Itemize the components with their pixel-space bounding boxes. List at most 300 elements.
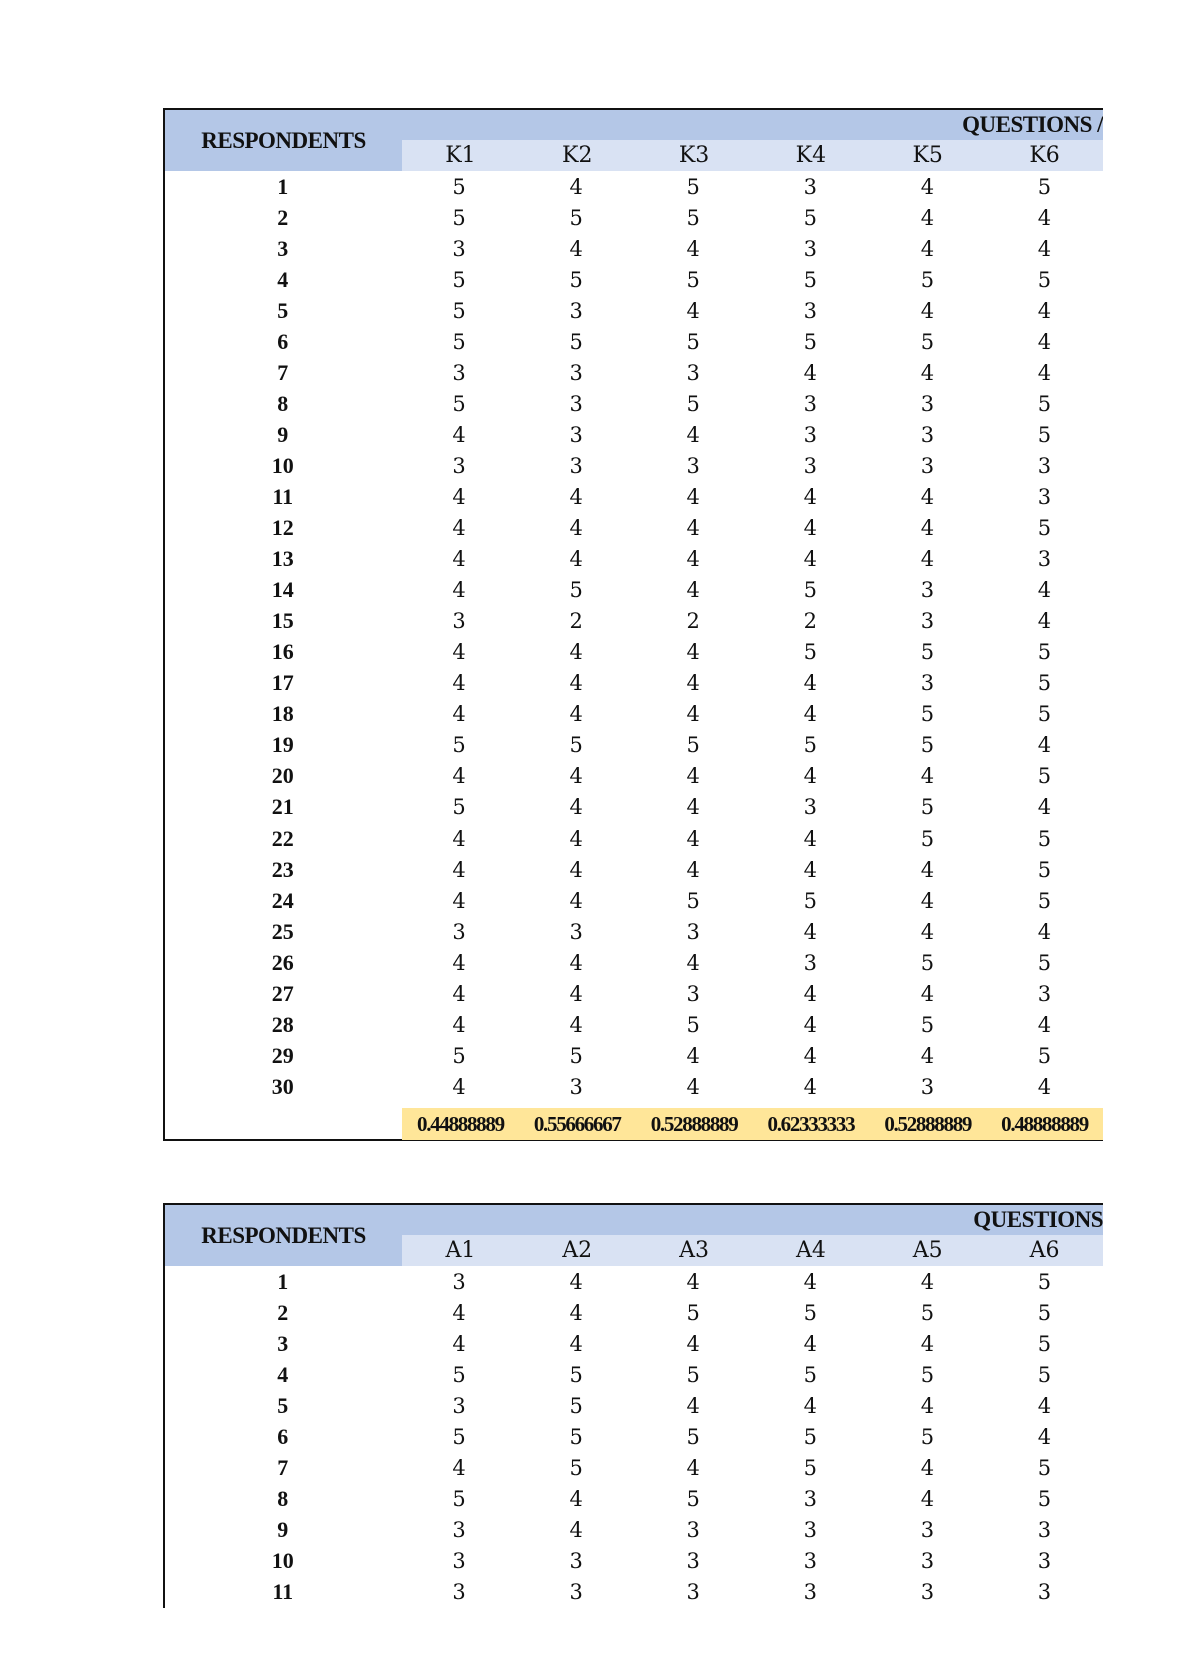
respondent-number: 25 (271, 918, 294, 944)
table-row (165, 450, 1103, 481)
respondent-number: 23 (271, 856, 294, 882)
column-header-k6: K6 (1029, 143, 1060, 168)
score-cell: 4 (920, 174, 935, 199)
score-cell: 5 (803, 1424, 817, 1449)
score-cell: 4 (803, 516, 817, 541)
score-cell: 4 (1037, 329, 1052, 354)
score-cell: 4 (686, 640, 700, 665)
score-cell: 4 (686, 578, 700, 603)
score-cell: 5 (920, 826, 935, 851)
score-cell: 4 (920, 857, 935, 882)
table-row (165, 171, 1103, 202)
table-row (165, 1545, 1103, 1576)
score-cell: 5 (920, 733, 935, 758)
score-cell: 4 (803, 1074, 817, 1099)
respondent-number: 30 (271, 1073, 294, 1099)
respondent-number: 26 (271, 949, 294, 975)
table-row (165, 388, 1103, 419)
score-cell: 3 (686, 1548, 700, 1573)
score-cell: 5 (452, 205, 466, 230)
score-cell: 2 (803, 609, 817, 634)
table-row (165, 481, 1103, 512)
score-cell: 3 (803, 1548, 817, 1573)
score-cell: 4 (569, 1300, 583, 1325)
score-cell: 4 (920, 1486, 935, 1511)
respondent-number: 24 (271, 887, 294, 913)
questions-header: QUESTIONS / (962, 112, 1103, 137)
table-body (165, 171, 1103, 1102)
score-cell: 4 (569, 671, 583, 696)
total-cell: 0.62333333 (767, 1112, 855, 1136)
total-cell: 0.48888889 (1001, 1112, 1088, 1136)
score-cell: 4 (1037, 733, 1052, 758)
score-cell: 4 (1037, 578, 1052, 603)
score-cell: 3 (569, 1548, 583, 1573)
score-cell: 4 (920, 888, 935, 913)
column-header-a1: A1 (445, 1238, 476, 1263)
score-cell: 4 (686, 702, 700, 727)
table-row (165, 1328, 1103, 1359)
score-cell: 4 (452, 640, 466, 665)
respondent-number: 6 (277, 1423, 289, 1449)
score-cell: 3 (452, 1548, 466, 1573)
column-header-k4: K4 (795, 143, 827, 168)
score-cell: 4 (1037, 1424, 1052, 1449)
table-row (165, 1421, 1103, 1452)
table-row (165, 916, 1103, 947)
respondent-number: 4 (277, 266, 289, 292)
score-cell: 4 (803, 671, 817, 696)
respondent-number: 9 (277, 421, 289, 447)
questions-header-band (402, 1205, 1103, 1235)
score-cell: 5 (452, 174, 466, 199)
score-cell: 4 (569, 1012, 583, 1037)
score-cell: 5 (686, 888, 700, 913)
respondent-number: 9 (277, 1516, 289, 1542)
score-cell: 4 (569, 1269, 583, 1294)
table-row (165, 730, 1103, 761)
score-cell: 5 (452, 298, 466, 323)
score-cell: 4 (686, 671, 700, 696)
score-cell: 5 (803, 205, 817, 230)
table-row (165, 513, 1103, 544)
score-cell: 4 (920, 236, 935, 261)
respondent-number: 21 (271, 794, 294, 820)
score-cell: 4 (920, 360, 935, 385)
total-cell: 0.44888889 (417, 1112, 504, 1136)
score-cell: 5 (686, 174, 700, 199)
score-cell: 3 (803, 391, 817, 416)
total-cell: 0.52888889 (650, 1112, 738, 1136)
score-cell: 5 (452, 795, 466, 820)
respondent-number: 2 (277, 1299, 289, 1325)
score-cell: 3 (452, 919, 466, 944)
score-cell: 5 (920, 640, 935, 665)
score-cell: 3 (803, 453, 817, 478)
column-header-a6: A6 (1029, 1238, 1060, 1263)
respondent-number: 11 (272, 483, 294, 509)
score-cell: 5 (1037, 640, 1052, 665)
score-cell: 4 (803, 826, 817, 851)
questions-header: QUESTIONS (973, 1207, 1103, 1232)
score-cell: 5 (803, 267, 817, 292)
score-cell: 4 (452, 764, 466, 789)
table-row (165, 978, 1103, 1009)
score-cell: 4 (803, 1331, 817, 1356)
respondent-number: 7 (277, 1454, 289, 1480)
score-cell: 3 (803, 422, 817, 447)
score-cell: 3 (686, 1579, 700, 1604)
respondent-number: 3 (277, 1330, 289, 1356)
score-cell: 4 (920, 205, 935, 230)
respondent-number: 1 (277, 1268, 289, 1294)
score-cell: 4 (803, 1043, 817, 1068)
score-cell: 4 (569, 640, 583, 665)
score-cell: 4 (686, 1393, 700, 1418)
respondent-number: 1 (277, 173, 289, 199)
score-cell: 5 (569, 733, 583, 758)
total-cell: 0.55666667 (533, 1112, 621, 1136)
score-cell: 3 (1037, 1548, 1052, 1573)
score-cell: 5 (803, 888, 817, 913)
score-cell: 5 (803, 578, 817, 603)
score-cell: 3 (803, 1486, 817, 1511)
score-cell: 5 (1037, 1486, 1052, 1511)
table-row (165, 1009, 1103, 1040)
respondent-number: 20 (271, 763, 294, 789)
score-cell: 5 (1037, 1269, 1052, 1294)
score-cell: 5 (920, 1012, 935, 1037)
score-cell: 4 (452, 888, 466, 913)
score-cell: 5 (803, 733, 817, 758)
score-cell: 4 (920, 1331, 935, 1356)
score-cell: 5 (1037, 1331, 1052, 1356)
score-cell: 5 (1037, 1300, 1052, 1325)
respondent-number: 12 (271, 515, 294, 541)
score-cell: 4 (803, 764, 817, 789)
table-row (165, 1576, 1103, 1607)
score-cell: 3 (1037, 1579, 1052, 1604)
respondent-number: 8 (277, 1485, 289, 1511)
respondent-number: 17 (271, 670, 294, 696)
respondents-header: RESPONDENTS (165, 1205, 402, 1266)
column-header-k1: K1 (445, 143, 476, 168)
respondent-number: 13 (271, 546, 294, 572)
score-cell: 5 (569, 1424, 583, 1449)
score-cell: 5 (1037, 764, 1052, 789)
score-cell: 3 (920, 671, 935, 696)
score-cell: 4 (452, 857, 466, 882)
table-row (165, 792, 1103, 823)
score-cell: 4 (569, 484, 583, 509)
table-body (165, 1266, 1103, 1608)
score-cell: 3 (920, 422, 935, 447)
score-cell: 5 (569, 1362, 583, 1387)
score-cell: 5 (569, 1043, 583, 1068)
score-cell: 5 (920, 795, 935, 820)
score-cell: 5 (452, 391, 466, 416)
score-cell: 5 (452, 329, 466, 354)
score-cell: 4 (569, 702, 583, 727)
score-cell: 5 (803, 1362, 817, 1387)
score-cell: 5 (1037, 950, 1052, 975)
column-header-a5: A5 (912, 1238, 943, 1263)
score-cell: 5 (569, 1455, 583, 1480)
respondent-number: 4 (277, 1361, 289, 1387)
score-cell: 3 (920, 1517, 935, 1542)
score-cell: 3 (569, 919, 583, 944)
score-cell: 4 (1037, 795, 1052, 820)
score-cell: 5 (686, 1424, 700, 1449)
score-cell: 4 (920, 764, 935, 789)
score-cell: 3 (803, 1517, 817, 1542)
score-cell: 4 (686, 1331, 700, 1356)
column-header-k5: K5 (912, 143, 943, 168)
score-cell: 3 (1037, 453, 1052, 478)
score-cell: 4 (803, 919, 817, 944)
score-cell: 3 (686, 1517, 700, 1542)
score-cell: 4 (1037, 919, 1052, 944)
score-cell: 4 (920, 484, 935, 509)
score-cell: 3 (452, 1393, 466, 1418)
score-cell: 4 (920, 919, 935, 944)
score-cell: 4 (1037, 298, 1052, 323)
score-cell: 4 (803, 981, 817, 1006)
score-cell: 5 (686, 1300, 700, 1325)
score-cell: 4 (452, 1012, 466, 1037)
score-cell: 4 (569, 1486, 583, 1511)
score-cell: 3 (452, 1579, 466, 1604)
respondent-number: 7 (277, 359, 289, 385)
score-cell: 3 (452, 360, 466, 385)
column-header-a3: A3 (679, 1238, 710, 1263)
score-cell: 4 (686, 1455, 700, 1480)
respondent-number: 5 (277, 1392, 289, 1418)
score-cell: 4 (803, 484, 817, 509)
table-row (165, 326, 1103, 357)
score-cell: 4 (686, 857, 700, 882)
score-cell: 4 (686, 764, 700, 789)
table-row (165, 1359, 1103, 1390)
score-cell: 3 (920, 1548, 935, 1573)
table-row (165, 419, 1103, 450)
score-cell: 4 (686, 826, 700, 851)
score-cell: 5 (1037, 1362, 1052, 1387)
score-cell: 5 (1037, 174, 1052, 199)
score-cell: 4 (686, 298, 700, 323)
score-cell: 3 (569, 422, 583, 447)
score-cell: 3 (569, 391, 583, 416)
score-cell: 4 (452, 1455, 466, 1480)
score-cell: 4 (452, 671, 466, 696)
score-cell: 5 (920, 1300, 935, 1325)
respondent-number: 11 (272, 1578, 294, 1604)
score-cell: 4 (452, 547, 466, 572)
score-cell: 5 (569, 329, 583, 354)
score-cell: 5 (569, 578, 583, 603)
score-cell: 3 (452, 453, 466, 478)
score-cell: 4 (686, 1074, 700, 1099)
score-cell: 2 (569, 609, 583, 634)
totals-row (402, 1108, 1103, 1140)
score-cell: 4 (686, 1269, 700, 1294)
score-cell: 3 (569, 360, 583, 385)
total-cell: 0.52888889 (884, 1112, 972, 1136)
respondent-number: 28 (271, 1011, 294, 1037)
score-cell: 4 (686, 547, 700, 572)
score-cell: 4 (1037, 1074, 1052, 1099)
score-cell: 3 (920, 578, 935, 603)
score-cell: 3 (1037, 484, 1052, 509)
score-cell: 3 (920, 1579, 935, 1604)
score-cell: 4 (686, 516, 700, 541)
score-cell: 3 (920, 391, 935, 416)
table-row (165, 1483, 1103, 1514)
table-row (165, 947, 1103, 978)
score-cell: 4 (920, 516, 935, 541)
score-cell: 5 (1037, 1043, 1052, 1068)
table-row (165, 1071, 1103, 1102)
score-cell: 4 (569, 857, 583, 882)
table-row (165, 637, 1103, 668)
column-header-a4: A4 (795, 1238, 826, 1263)
score-cell: 5 (1037, 1455, 1052, 1480)
respondent-number: 16 (271, 639, 294, 665)
score-cell: 5 (920, 702, 935, 727)
score-cell: 4 (920, 1043, 935, 1068)
score-cell: 4 (920, 547, 935, 572)
score-cell: 5 (803, 329, 817, 354)
score-cell: 3 (569, 1579, 583, 1604)
score-cell: 5 (803, 1300, 817, 1325)
score-cell: 4 (920, 1269, 935, 1294)
table-row (165, 1266, 1103, 1297)
score-cell: 3 (452, 609, 466, 634)
score-cell: 4 (452, 1331, 466, 1356)
score-cell: 5 (803, 640, 817, 665)
score-cell: 4 (686, 484, 700, 509)
score-cell: 5 (569, 205, 583, 230)
score-cell: 5 (1037, 391, 1052, 416)
score-cell: 4 (920, 298, 935, 323)
score-cell: 4 (920, 981, 935, 1006)
score-cell: 5 (686, 329, 700, 354)
score-cell: 4 (452, 516, 466, 541)
score-cell: 5 (452, 733, 466, 758)
score-cell: 4 (452, 981, 466, 1006)
score-cell: 5 (920, 329, 935, 354)
respondent-number: 29 (271, 1042, 294, 1068)
score-cell: 4 (569, 1517, 583, 1542)
table-row (165, 295, 1103, 326)
score-cell: 4 (569, 888, 583, 913)
score-cell: 5 (1037, 857, 1052, 882)
table-row (165, 1452, 1103, 1483)
table-row (165, 885, 1103, 916)
questions-header-band (402, 110, 1103, 140)
table-row (165, 606, 1103, 637)
score-cell: 5 (1037, 826, 1052, 851)
column-header-a2: A2 (562, 1238, 593, 1263)
table-row (165, 357, 1103, 388)
score-cell: 3 (569, 453, 583, 478)
score-cell: 3 (452, 1517, 466, 1542)
table-row (165, 854, 1103, 885)
score-cell: 4 (452, 950, 466, 975)
score-cell: 3 (920, 1074, 935, 1099)
score-cell: 5 (686, 1012, 700, 1037)
score-cell: 3 (803, 298, 817, 323)
score-cell: 5 (1037, 671, 1052, 696)
score-cell: 5 (803, 1455, 817, 1480)
score-cell: 2 (686, 609, 700, 634)
table-row (165, 699, 1103, 730)
respondent-number: 18 (271, 701, 294, 727)
score-cell: 4 (1037, 1393, 1052, 1418)
score-cell: 5 (452, 1424, 466, 1449)
score-cell: 4 (569, 236, 583, 261)
score-cell: 4 (452, 422, 466, 447)
score-cell: 4 (686, 236, 700, 261)
score-cell: 3 (452, 236, 466, 261)
score-cell: 3 (686, 919, 700, 944)
respondent-number: 2 (277, 204, 289, 230)
score-cell: 4 (1037, 236, 1052, 261)
table-row (165, 1040, 1103, 1071)
respondent-number: 10 (271, 452, 294, 478)
score-cell: 4 (803, 360, 817, 385)
respondent-number: 22 (271, 825, 294, 851)
table-row (165, 575, 1103, 606)
score-cell: 5 (1037, 267, 1052, 292)
score-cell: 4 (1037, 609, 1052, 634)
column-header-k2: K2 (562, 143, 593, 168)
score-cell: 4 (452, 826, 466, 851)
score-cell: 4 (452, 578, 466, 603)
score-cell: 5 (452, 267, 466, 292)
score-cell: 3 (569, 298, 583, 323)
score-cell: 4 (803, 702, 817, 727)
respondent-number: 5 (277, 297, 289, 323)
score-cell: 5 (452, 1486, 466, 1511)
score-cell: 5 (1037, 516, 1052, 541)
score-cell: 3 (803, 174, 817, 199)
score-cell: 5 (686, 1486, 700, 1511)
score-cell: 4 (1037, 1012, 1052, 1037)
score-cell: 3 (803, 950, 817, 975)
table-row (165, 1390, 1103, 1421)
score-cell: 4 (569, 516, 583, 541)
score-cell: 4 (686, 950, 700, 975)
table-row (165, 202, 1103, 233)
score-cell: 5 (452, 1043, 466, 1068)
column-header-k3: K3 (678, 143, 710, 168)
score-cell: 4 (569, 950, 583, 975)
score-cell: 3 (803, 1579, 817, 1604)
table-row (165, 1297, 1103, 1328)
table-row (165, 233, 1103, 264)
score-cell: 4 (569, 826, 583, 851)
respondent-number: 3 (277, 235, 289, 261)
score-cell: 3 (452, 1269, 466, 1294)
score-cell: 4 (569, 764, 583, 789)
table-row (165, 823, 1103, 854)
score-cell: 3 (803, 236, 817, 261)
score-cell: 4 (803, 547, 817, 572)
column-headers (402, 1235, 1103, 1266)
respondent-number: 10 (271, 1547, 294, 1573)
score-cell: 3 (803, 795, 817, 820)
